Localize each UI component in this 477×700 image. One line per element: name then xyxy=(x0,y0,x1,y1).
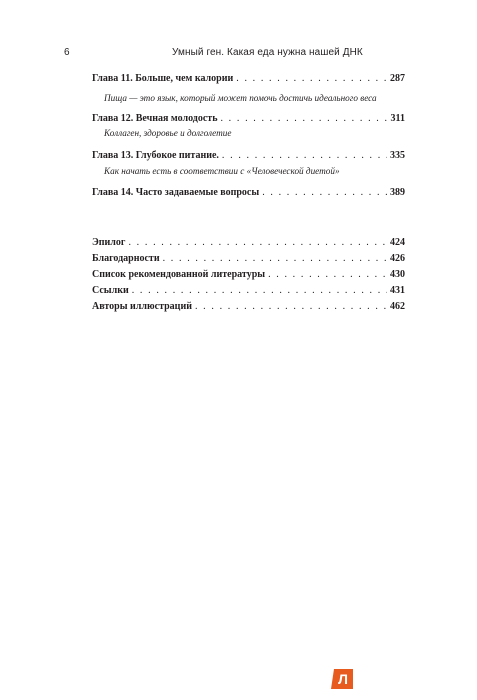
toc-entry-title: Список рекомендованной литературы xyxy=(92,269,266,280)
toc-entry-page: 287 xyxy=(390,73,405,84)
toc-entry-page: 426 xyxy=(390,253,405,264)
toc-entry-chapter-13[interactable] xyxy=(92,150,405,161)
toc-entry-subtitle: Коллаген, здоровье и долголетие xyxy=(104,128,232,138)
running-header xyxy=(0,47,477,63)
page-number: 6 xyxy=(64,47,70,58)
toc-entry-recommended-reading[interactable] xyxy=(92,269,405,280)
toc-entry-chapter-11[interactable] xyxy=(92,73,405,84)
toc-entry-epilogue[interactable] xyxy=(92,237,405,248)
toc-entry-page: 311 xyxy=(390,113,405,124)
dot-leader xyxy=(220,113,387,124)
toc-entry-page: 335 xyxy=(390,150,405,161)
toc-entry-title: Эпилог xyxy=(92,237,126,248)
toc-entry-title: Благодарности xyxy=(92,253,160,264)
toc-entry-page: 424 xyxy=(390,237,405,248)
toc-entry-page: 431 xyxy=(390,285,405,296)
toc-entry-title: Глава 14. Часто задаваемые вопросы xyxy=(92,187,260,198)
toc-entry-chapter-14[interactable] xyxy=(92,187,405,198)
toc-entry-references[interactable] xyxy=(92,285,405,296)
litres-logo-icon xyxy=(330,667,354,691)
toc-entry-title: Глава 11. Больше, чем калории xyxy=(92,73,234,84)
dot-leader xyxy=(222,150,387,161)
dot-leader xyxy=(195,301,387,312)
toc-entry-page: 389 xyxy=(390,187,405,198)
toc-entry-title: Глава 12. Вечная молодость xyxy=(92,113,218,124)
svg-text:Л: Л xyxy=(338,671,348,687)
toc-entry-title: Авторы иллюстраций xyxy=(92,301,192,312)
toc-entry-subtitle: Как начать есть в соответствии с «Человеческой диетой» xyxy=(104,166,340,176)
toc-entry-page: 430 xyxy=(390,269,405,280)
dot-leader xyxy=(128,237,387,248)
dot-leader xyxy=(268,269,387,280)
dot-leader xyxy=(163,253,387,264)
toc-entry-acknowledgements[interactable] xyxy=(92,253,405,264)
toc-entry-illustration-credits[interactable] xyxy=(92,301,405,312)
toc-entry-subtitle: Пища — это язык, который может помочь достичь идеального веса xyxy=(104,93,377,103)
dot-leader xyxy=(262,187,387,198)
toc-entry-page: 462 xyxy=(390,301,405,312)
toc-entry-chapter-12[interactable] xyxy=(92,113,405,124)
toc-entry-title: Глава 13. Глубокое питание. xyxy=(92,150,219,161)
dot-leader xyxy=(132,285,387,296)
toc-entry-title: Ссылки xyxy=(92,285,129,296)
dot-leader xyxy=(236,73,387,84)
running-title: Умный ген. Какая еда нужна нашей ДНК xyxy=(172,47,363,58)
